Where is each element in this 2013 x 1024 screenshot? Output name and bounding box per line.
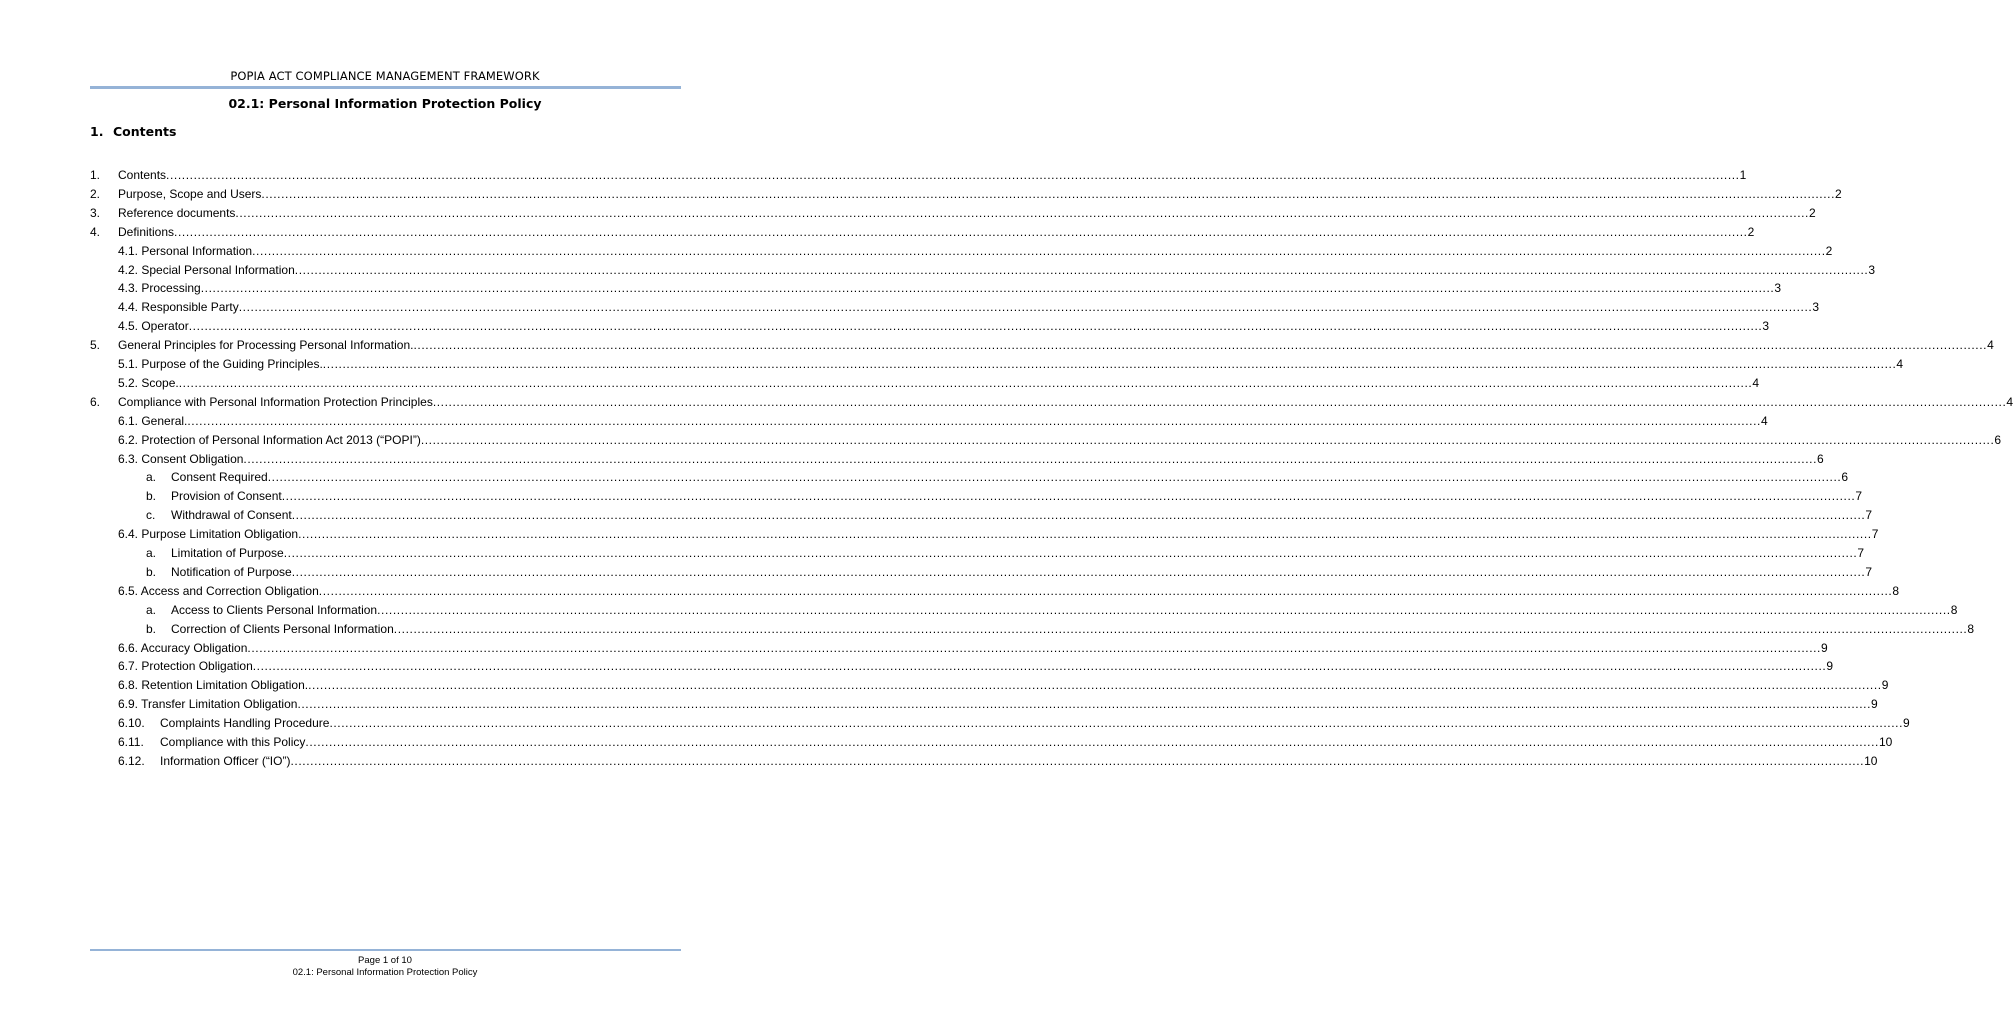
toc-entry-label: 6.3. Consent Obligation (118, 451, 244, 466)
toc-entry-page: 2 (1825, 243, 1833, 258)
toc-entry-number: 2. (90, 186, 101, 201)
toc-entry-number: a. (146, 546, 157, 560)
toc-entry-label: 4.5. Operator (118, 319, 189, 334)
toc-dot-leader: ................................................................................................................................................................................................................................................................................................................................................................................................................ (267, 470, 1842, 485)
toc-dot-leader: ................................................................................................................................................................................................................................................................................................................................................................................................................ (322, 357, 1897, 371)
toc-entry[interactable] (0, 733, 1893, 751)
toc-entry-page: 2 (1747, 224, 1755, 239)
toc-entry-label: 6.7. Protection Obligation (118, 659, 253, 674)
toc-entry-page: 8 (1892, 583, 1900, 598)
toc-entry-page: 9 (1826, 659, 1834, 674)
toc-entry-label: 6.6. Accuracy Obligation (118, 640, 248, 655)
toc-entry-label: General Principles for Processing Personal Information. (118, 338, 414, 353)
toc-entry-page: 6 (1994, 432, 2002, 447)
toc-entry-page: 4 (1752, 375, 1759, 390)
toc-entry-page: 4 (1760, 413, 1768, 428)
toc-entry-page: 9 (1871, 697, 1878, 712)
header-divider (90, 86, 681, 89)
toc-entry-label: 4.2. Special Personal Information (118, 262, 295, 277)
toc-entry-number: c. (146, 508, 156, 523)
toc-entry[interactable] (0, 544, 1865, 562)
toc-entry[interactable] (0, 166, 1747, 184)
toc-entry-label: 6.2. Protection of Personal Information Act 2013 (“POPI”) (118, 432, 421, 447)
toc-entry-page: 3 (1774, 281, 1781, 296)
framework-title: POPIA ACT COMPLIANCE MANAGEMENT FRAMEWORK (230, 69, 540, 83)
toc-entry[interactable] (0, 620, 1975, 638)
toc-entry-page: 10 (1878, 735, 1893, 749)
toc-dot-leader: ................................................................................................................................................................................................................................................................................................................................................................................................................ (377, 602, 1951, 617)
toc-entry[interactable] (0, 412, 1768, 430)
toc-dot-leader: ................................................................................................................................................................................................................................................................................................................................................................................................................ (308, 678, 1882, 693)
toc-entry[interactable] (0, 317, 1769, 335)
toc-entry-number: 6.12. (118, 753, 145, 768)
toc-entry-label: 4.4. Responsible Party (118, 300, 239, 315)
toc-entry-number: b. (146, 564, 157, 579)
toc-entry-page: 4 (2006, 394, 2013, 409)
toc-entry[interactable] (0, 185, 1842, 203)
toc-entry-label: Reference documents (118, 205, 236, 220)
toc-entry[interactable] (0, 261, 1876, 279)
toc-dot-leader: ................................................................................................................................................................................................................................................................................................................................................................................................................ (252, 243, 1826, 258)
toc-entry-page: 2 (1835, 186, 1842, 201)
toc-entry-label: Purpose, Scope and Users (118, 186, 262, 201)
toc-dot-leader: ................................................................................................................................................................................................................................................................................................................................................................................................................ (187, 413, 1761, 428)
toc-entry-label: Complaints Handling Procedure (160, 716, 330, 731)
toc-entry[interactable] (0, 468, 1849, 486)
toc-dot-leader: ................................................................................................................................................................................................................................................................................................................................................................................................................ (283, 546, 1858, 560)
toc-dot-leader: ................................................................................................................................................................................................................................................................................................................................................................................................................ (178, 375, 1753, 390)
toc-entry-page: 8 (1967, 621, 1975, 636)
toc-dot-leader: ................................................................................................................................................................................................................................................................................................................................................................................................................ (393, 621, 1968, 636)
toc-dot-leader: ................................................................................................................................................................................................................................................................................................................................................................................................................ (318, 583, 1893, 598)
toc-entry-label: Contents (118, 168, 167, 182)
toc-entry-number: a. (146, 602, 157, 617)
toc-dot-leader: ................................................................................................................................................................................................................................................................................................................................................................................................................ (294, 262, 1869, 277)
toc-entry[interactable] (0, 450, 1824, 468)
footer-document-name: 02.1: Personal Information Protection Policy (292, 967, 478, 978)
toc-entry[interactable] (0, 393, 2013, 411)
toc-dot-leader: ................................................................................................................................................................................................................................................................................................................................................................................................................ (166, 168, 1740, 182)
toc-entry-page: 6 (1841, 470, 1849, 485)
toc-dot-leader: ................................................................................................................................................................................................................................................................................................................................................................................................................ (238, 300, 1813, 315)
toc-entry-label: 5.2. Scope. (118, 375, 179, 390)
toc-entry-number: b. (146, 621, 157, 636)
toc-entry[interactable] (0, 752, 1878, 770)
toc-dot-leader: ................................................................................................................................................................................................................................................................................................................................................................................................................ (188, 319, 1763, 334)
toc-entry-label: Correction of Clients Personal Information (171, 621, 394, 636)
toc-entry-page: 4 (1987, 338, 1994, 353)
toc-entry[interactable] (0, 355, 1904, 373)
toc-dot-leader: ................................................................................................................................................................................................................................................................................................................................................................................................................ (291, 564, 1866, 579)
toc-entry[interactable] (0, 639, 1828, 657)
toc-entry-page: 6 (1817, 451, 1824, 466)
toc-entry-number: b. (146, 489, 157, 504)
toc-entry-page: 4 (1896, 357, 1904, 371)
toc-entry[interactable] (0, 657, 1834, 675)
toc-dot-leader: ................................................................................................................................................................................................................................................................................................................................................................................................................ (432, 394, 2007, 409)
document-title: 02.1: Personal Information Protection Policy (228, 96, 542, 111)
section-number: 1. (90, 124, 104, 139)
toc-entry-label: Limitation of Purpose (171, 546, 284, 560)
toc-dot-leader: ................................................................................................................................................................................................................................................................................................................................................................................................................ (420, 432, 1995, 447)
toc-entry-page: 3 (1868, 262, 1876, 277)
toc-entry-page: 7 (1865, 508, 1873, 523)
toc-entry[interactable] (0, 714, 1910, 732)
toc-entry-label: Compliance with this Policy (160, 735, 306, 749)
toc-entry-page: 8 (1950, 602, 1958, 617)
toc-entry-label: 6.8. Retention Limitation Obligation. (118, 678, 309, 693)
toc-entry-page: 3 (1812, 300, 1820, 315)
toc-entry-label: 5.1. Purpose of the Guiding Principles. (118, 357, 323, 371)
toc-dot-leader: ................................................................................................................................................................................................................................................................................................................................................................................................................ (174, 224, 1748, 239)
toc-entry-number: 1. (90, 168, 101, 182)
toc-dot-leader: ................................................................................................................................................................................................................................................................................................................................................................................................................ (297, 697, 1872, 712)
toc-entry[interactable] (0, 431, 2002, 449)
toc-dot-leader: ................................................................................................................................................................................................................................................................................................................................................................................................................ (261, 186, 1836, 201)
section-title: Contents (113, 124, 177, 139)
toc-entry-number: 3. (90, 205, 101, 220)
toc-entry-page: 3 (1762, 319, 1769, 334)
toc-entry[interactable] (0, 298, 1820, 316)
toc-entry-label: 6.9. Transfer Limitation Obligation (118, 697, 298, 712)
toc-entry[interactable] (0, 525, 1879, 543)
toc-dot-leader: ................................................................................................................................................................................................................................................................................................................................................................................................................ (281, 489, 1856, 504)
toc-entry-number: 6. (90, 394, 101, 409)
toc-dot-leader: ................................................................................................................................................................................................................................................................................................................................................................................................................ (305, 735, 1879, 749)
toc-entry[interactable] (0, 223, 1755, 241)
toc-entry-page: 10 (1864, 753, 1878, 768)
toc-entry-label: 6.5. Access and Correction Obligation (118, 583, 319, 598)
toc-entry-page: 2 (1809, 205, 1816, 220)
toc-entry-label: Access to Clients Personal Information (171, 602, 378, 617)
toc-entry[interactable] (0, 506, 1873, 524)
toc-dot-leader: ................................................................................................................................................................................................................................................................................................................................................................................................................ (243, 451, 1818, 466)
toc-entry-number: 4. (90, 224, 101, 239)
toc-entry[interactable] (0, 242, 1833, 260)
footer-divider (90, 949, 681, 951)
toc-entry-number: 6.10. (118, 716, 145, 731)
toc-entry[interactable] (0, 279, 1781, 297)
toc-entry[interactable] (0, 601, 1958, 619)
toc-entry-page: 1 (1739, 168, 1747, 182)
section-heading (90, 124, 176, 139)
toc-dot-leader: ................................................................................................................................................................................................................................................................................................................................................................................................................ (291, 508, 1866, 523)
toc-entry-label: 6.4. Purpose Limitation Obligation (118, 527, 299, 542)
toc-entry-label: 4.1. Personal Information (118, 243, 253, 258)
toc-entry[interactable] (0, 695, 1878, 713)
toc-entry[interactable] (0, 563, 1873, 581)
toc-entry-label: Compliance with Personal Information Protection Principles (118, 394, 433, 409)
toc-entry-number: 6.11. (118, 735, 144, 749)
toc-entry-label: Consent Required (171, 470, 268, 485)
toc-entry-page: 7 (1855, 489, 1863, 504)
toc-entry-number: a. (146, 470, 157, 485)
toc-entry-label: Provision of Consent (171, 489, 282, 504)
toc-entry-label: Withdrawal of Consent (171, 508, 292, 523)
toc-dot-leader: ................................................................................................................................................................................................................................................................................................................................................................................................................ (413, 338, 1988, 353)
toc-entry[interactable] (0, 374, 1759, 392)
toc-dot-leader: ................................................................................................................................................................................................................................................................................................................................................................................................................ (252, 659, 1827, 674)
toc-entry[interactable] (0, 204, 1816, 222)
toc-entry[interactable] (0, 487, 1863, 505)
toc-entry-label: Notification of Purpose (171, 564, 292, 579)
toc-entry-number: 5. (90, 338, 101, 353)
toc-entry-label: 6.1. General. (118, 413, 188, 428)
toc-dot-leader: ................................................................................................................................................................................................................................................................................................................................................................................................................ (200, 281, 1775, 296)
toc-dot-leader: ................................................................................................................................................................................................................................................................................................................................................................................................................ (290, 753, 1865, 768)
toc-entry[interactable] (0, 336, 1994, 354)
toc-entry-page: 7 (1871, 527, 1879, 542)
toc-entry-label: Definitions (118, 224, 175, 239)
toc-entry-label: Information Officer (“IO”) (160, 753, 291, 768)
toc-entry-page: 9 (1821, 640, 1828, 655)
toc-dot-leader: ................................................................................................................................................................................................................................................................................................................................................................................................................ (247, 640, 1821, 655)
toc-dot-leader: ................................................................................................................................................................................................................................................................................................................................................................................................................ (329, 716, 1904, 731)
toc-entry[interactable] (0, 582, 1900, 600)
toc-entry-label: 4.3. Processing (118, 281, 201, 296)
toc-entry-page: 7 (1857, 546, 1865, 560)
toc-entry-page: 9 (1881, 678, 1889, 693)
toc-entry[interactable] (0, 676, 1889, 694)
toc-dot-leader: ................................................................................................................................................................................................................................................................................................................................................................................................................ (298, 527, 1872, 542)
toc-entry-page: 9 (1903, 716, 1910, 731)
page-number-label: Page 1 of 10 (358, 955, 412, 966)
toc-dot-leader: ................................................................................................................................................................................................................................................................................................................................................................................................................ (235, 205, 1809, 220)
toc-entry-page: 7 (1865, 564, 1873, 579)
